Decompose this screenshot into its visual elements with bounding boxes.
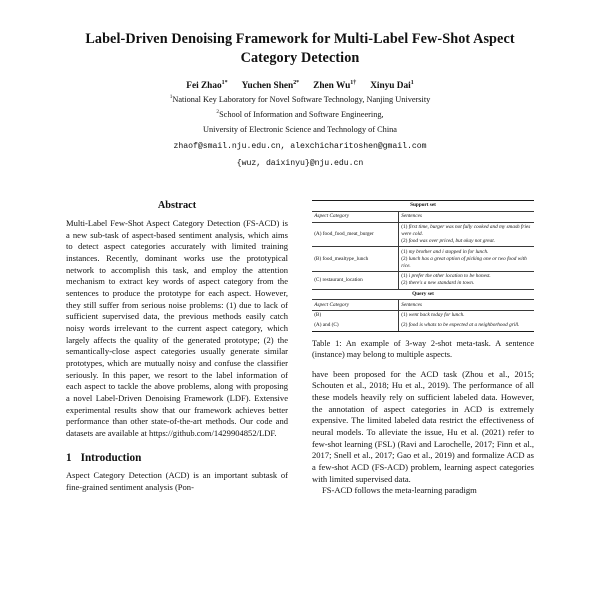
sentences-cell	[399, 311, 534, 321]
column-header-sentences: Sentences	[399, 211, 534, 222]
right-column-paragraph: have been proposed for the ACD task (Zhou et al., 2015; Schouten et al., 2018; Hu et al., 2019). The performance of all these models heavily rely on sufficient labeled data. However, the annotation of aspect categories in ACD is extremely expensive. The limited labeled data restrict the effectiveness of neural models. To alleviate the issue, Hu et al. (2021) refer to few-shot learning (FSL) (Ravi and Larochelle, 2017; Finn et al., 2017; Snell et al., 2017; Gao et al., 2019) and formalize ACD as a few-shot ACD (FS-ACD) problem, learning aspect categories with limited supervised data.	[312, 368, 534, 484]
email-line: zhaof@smail.nju.edu.cn, alexchicharitoshen@gmail.com	[173, 141, 427, 151]
introduction-paragraph: Aspect Category Detection (ACD) is an important subtask of fine-grained sentiment analysis (Pon-	[66, 470, 288, 493]
sentence-item	[401, 312, 532, 319]
aspect-category-cell: (C) restaurant_location	[312, 271, 399, 289]
table-row	[312, 222, 534, 247]
caption-text: An example of 3-way 2-shot meta-task. A sentence (instance) may belong to multiple aspects.	[312, 338, 534, 359]
author-superscript: 1†	[350, 80, 357, 87]
sentence-text: there's a new standard in town.	[407, 280, 475, 287]
affiliation-line	[62, 109, 538, 121]
author-name: Xinyu Dai	[370, 81, 411, 92]
sentences-cell	[399, 222, 534, 247]
table-row	[312, 271, 534, 289]
sentences-cell	[399, 247, 534, 272]
title-block	[0, 0, 600, 170]
aspect-category-cell: (A) food_food_meat_burger	[312, 222, 399, 247]
sentence-item	[401, 224, 532, 238]
author-superscript: 1*	[221, 80, 228, 87]
table-band-row	[312, 289, 534, 300]
author-name: Zhen Wu	[313, 81, 351, 92]
affiliation-line	[62, 124, 538, 136]
column-header-aspect-category: Aspect Category	[312, 211, 399, 222]
sentence-item	[401, 280, 532, 287]
affiliation-superscript: 2	[216, 109, 220, 116]
sentence-text: went back today for lunch.	[407, 312, 465, 319]
sentence-marker: (1)	[401, 248, 408, 255]
section-number: 1	[66, 452, 72, 465]
caption-label: Table 1:	[312, 338, 342, 348]
introduction-heading	[66, 452, 288, 464]
sentence-marker: (2)	[401, 255, 408, 262]
sentence-marker: (1)	[401, 273, 408, 280]
right-column	[312, 200, 534, 600]
author-entry	[242, 81, 300, 91]
sentence-marker: (2)	[401, 322, 408, 329]
table-band-row	[312, 201, 534, 212]
aspect-category-cell: (A) and (C)	[312, 321, 399, 331]
table-row	[312, 247, 534, 272]
sentence-item	[401, 322, 532, 329]
left-column	[66, 200, 288, 600]
aspect-category-cell: (B) food_mealtype_lunch	[312, 247, 399, 272]
author-superscript: 1	[410, 80, 414, 87]
page-title: Label-Driven Denoising Framework for Multi-Label Few-Shot Aspect Category Detection	[85, 31, 515, 66]
affiliation-text: National Key Laboratory for Novel Software Technology, Nanjing University	[172, 95, 431, 105]
sentence-item	[401, 256, 532, 270]
abstract-heading: Abstract	[157, 200, 197, 211]
affiliation-text: School of Information and Software Engineering,	[219, 110, 384, 120]
author-entry	[186, 81, 227, 91]
table-row	[312, 311, 534, 321]
table-header-row	[312, 300, 534, 311]
sentences-cell	[399, 271, 534, 289]
sentence-text: food is whats to be expected at a neighborhood grill.	[407, 322, 520, 329]
query-set-band: Query set	[312, 289, 534, 300]
meta-task-table	[312, 200, 534, 332]
sentence-item	[401, 249, 532, 256]
column-header-aspect-category: Aspect Category	[312, 300, 399, 311]
section-title: Introduction	[80, 452, 142, 465]
sentence-marker: (1)	[401, 312, 408, 319]
sentence-text: food was over priced, but okay not great.	[407, 237, 495, 244]
sentence-text: first time, burger was not fully cooked and my smash fries were cold.	[401, 223, 531, 237]
author-entry	[313, 81, 356, 91]
body-columns	[0, 200, 600, 600]
support-set-band: Support set	[312, 201, 534, 212]
table-header-row	[312, 211, 534, 222]
author-name: Fei Zhao	[186, 81, 222, 92]
author-superscript: 2*	[293, 80, 300, 87]
abstract-text: Multi-Label Few-Shot Aspect Category Detection (FS-ACD) is a new sub-task of aspect-based sentiment analysis, which aims to detect aspect categories accurately with limited training instances. Recently, dominant works use the prototypical network to accomplish this task, and employ the attention mechanism to extract key words of aspect category from the sentences to produce the prototype for each aspect. However, they still suffer from serious noise problems: (1) due to lack of sufficient supervised data, the previous methods easily catch noisy words irrelevant to the current aspect category, which largely affects the quality of the generated prototype; (2) the semantically-close aspect categories usually generate similar prototypes, which are mutually noisy and confuse the classifier seriously. In this paper, we resort to the label information of each aspect to tackle the above problems, along with proposing a novel Label-Driven Denoising Framework (LDF). Extensive experimental results show that our framework achieves better performance than other state-of-the-art methods. Our code and datasets are available at https://github.com/1429904852/LDF.	[66, 218, 288, 438]
column-header-sentences: Sentences	[399, 300, 534, 311]
affiliation-line	[62, 94, 538, 106]
affiliation-text: University of Electronic Science and Technology of China	[203, 125, 397, 135]
sentence-marker: (1)	[401, 223, 408, 230]
sentence-marker: (2)	[401, 280, 408, 287]
sentence-text: lunch has a great option of picking one or two food with rice.	[401, 255, 527, 269]
sentence-text: i prefer the other location to be honest.	[407, 273, 491, 280]
sentence-item	[401, 238, 532, 245]
email-line: {wuz, daixinyu}@nju.edu.cn	[236, 158, 364, 168]
sentences-cell	[399, 321, 534, 331]
aspect-category-cell: (B)	[314, 312, 322, 319]
sentence-text: my brother and i stopped in for lunch.	[407, 248, 489, 255]
author-name: Yuchen Shen	[241, 81, 294, 92]
right-column-paragraph: FS-ACD follows the meta-learning paradigm	[322, 485, 477, 496]
author-entry	[370, 81, 414, 91]
affiliation-superscript: 1	[169, 94, 173, 101]
author-list	[62, 81, 538, 91]
sentence-marker: (2)	[401, 237, 408, 244]
table-row	[312, 321, 534, 331]
table-caption	[312, 338, 534, 360]
